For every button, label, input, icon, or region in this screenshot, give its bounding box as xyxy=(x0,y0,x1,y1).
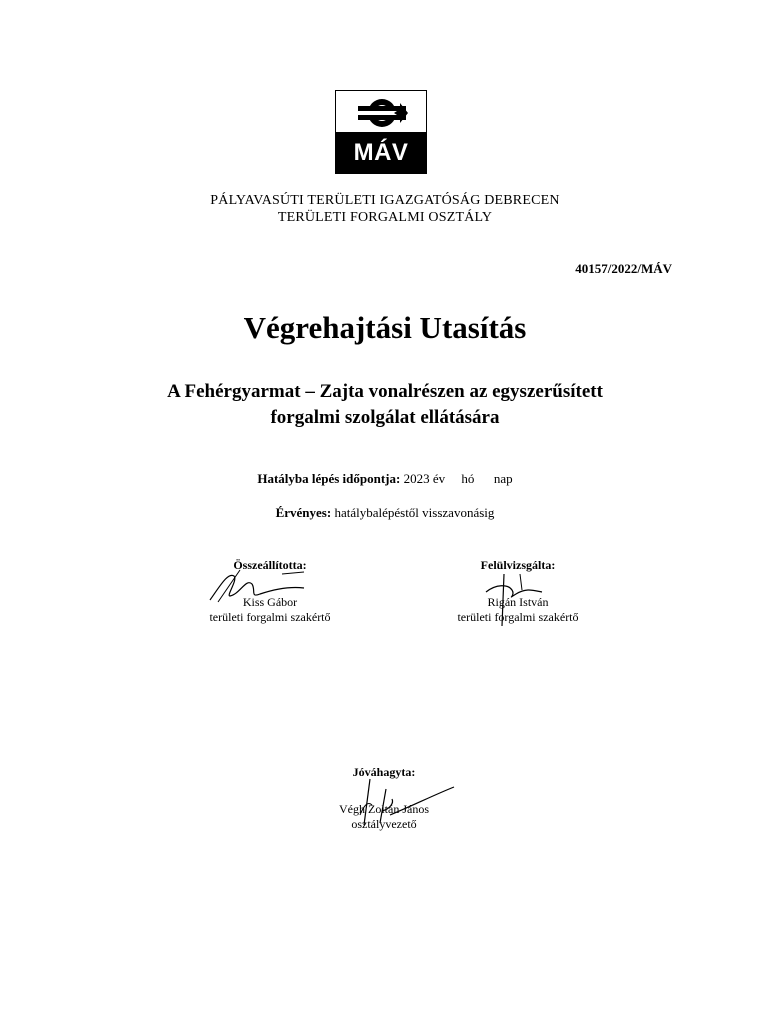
signer-role: osztályvezető xyxy=(351,817,417,831)
signature-heading: Felülvizsgálta: xyxy=(480,558,556,572)
effective-date xyxy=(0,471,770,487)
document-subtitle-line2: forgalmi szolgálat ellátására xyxy=(270,407,500,428)
mav-logo xyxy=(335,90,427,174)
signer-role: területi forgalmi szakértő xyxy=(457,610,579,624)
effective-year-unit: év xyxy=(432,471,446,486)
validity-value: hatálybalépéstől visszavonásig xyxy=(334,505,495,520)
handwritten-signature xyxy=(476,570,556,630)
validity-label: Érvényes: xyxy=(275,505,332,520)
logo-text: MÁV xyxy=(336,132,426,173)
org-name-line2: TERÜLETI FORGALMI OSZTÁLY xyxy=(277,210,493,225)
effective-label: Hatályba lépés időpontja: xyxy=(257,471,401,486)
signature-heading: Összeállította: xyxy=(233,558,307,572)
reference-number: 40157/2022/MÁV xyxy=(575,261,672,276)
signature-block-reviewed xyxy=(418,558,618,625)
signer-role: területi forgalmi szakértő xyxy=(209,610,331,624)
signer-name: Végh Zoltán János xyxy=(339,802,429,816)
document-title: Végrehajtási Utasítás xyxy=(243,310,527,345)
signer-name: Rigán István xyxy=(487,595,549,609)
signature-heading: Jóváhagyta: xyxy=(352,765,416,779)
logo-emblem-area xyxy=(336,91,426,133)
effective-month-unit: hó xyxy=(461,471,475,486)
effective-year: 2023 xyxy=(403,471,430,486)
signer-name: Kiss Gábor xyxy=(242,595,298,609)
signature-block-approved xyxy=(284,765,484,832)
handwritten-signature xyxy=(200,566,320,606)
validity xyxy=(0,505,770,521)
winged-wheel-icon xyxy=(356,95,408,131)
signature-block-compiled xyxy=(170,558,370,625)
org-name-line1: PÁLYAVASÚTI TERÜLETI IGAZGATÓSÁG DEBRECEN xyxy=(210,193,560,208)
effective-day-unit: nap xyxy=(493,471,513,486)
handwritten-signature xyxy=(324,775,464,827)
document-subtitle-line1: A Fehérgyarmat – Zajta vonalrészen az egyszerűsített xyxy=(167,381,603,402)
